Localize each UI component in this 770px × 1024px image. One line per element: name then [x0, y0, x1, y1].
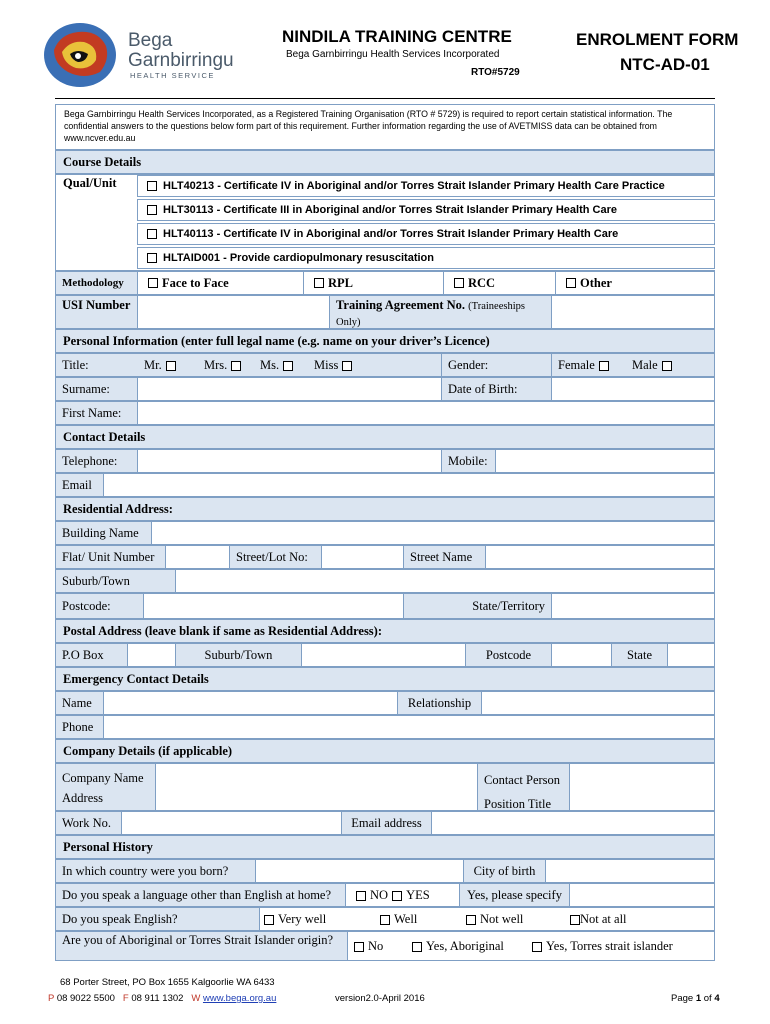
usi-row: [55, 295, 715, 329]
postcode-label: Postcode:: [56, 594, 144, 618]
postal-heading: Postal Address (leave blank if same as Residential Address):: [55, 619, 715, 643]
postal-row: [55, 643, 715, 667]
suburb-label: Suburb/Town: [56, 570, 176, 592]
company-name-input[interactable]: [156, 764, 478, 810]
telephone-label: Telephone:: [56, 450, 138, 472]
logo-text-garnbirringu: Garnbirringu: [128, 50, 234, 71]
relationship-label: Relationship: [398, 692, 482, 714]
surname-label: Surname:: [56, 378, 138, 400]
methodology-row: [55, 271, 715, 295]
firstname-row: [55, 401, 715, 425]
checkbox[interactable]: [147, 253, 157, 263]
methodology-label: Methodology: [56, 272, 138, 294]
company-right-labels: [478, 764, 570, 810]
title-row: [55, 353, 715, 377]
history-heading: Personal History: [55, 835, 715, 859]
intro-text: Bega Garnbirringu Health Services Incorporated, as a Registered Training Organisation (RTO # 5729) is required to report certain statistical information. The confidential answers to the questions below form part of this requirement. Further information regarding the use of AVETMISS data can be obtained from www.ncver.edu.au: [55, 104, 715, 150]
company-email-input[interactable]: [432, 812, 714, 834]
company-address-label: Address: [62, 791, 103, 805]
english-not-at-all[interactable]: Not at all: [566, 912, 627, 927]
emergency-name-label: Name: [56, 692, 104, 714]
title-ms[interactable]: Ms.: [260, 358, 314, 373]
footer-fax: 08 911 1302: [131, 993, 184, 1004]
page-subtitle: Bega Garnbirringu Health Services Incorporated: [286, 49, 500, 60]
language-row: [55, 883, 715, 907]
work-no-input[interactable]: [122, 812, 342, 834]
mobile-label: Mobile:: [442, 450, 496, 472]
postal-state-input[interactable]: [668, 644, 714, 666]
checkbox[interactable]: [147, 205, 157, 215]
mobile-input[interactable]: [496, 450, 714, 472]
postcode-row: [55, 593, 715, 619]
telephone-input[interactable]: [138, 450, 442, 472]
street-name-label: Street Name: [404, 546, 486, 568]
emergency-name-input[interactable]: [104, 692, 398, 714]
postal-suburb-input[interactable]: [302, 644, 466, 666]
emergency-name-row: [55, 691, 715, 715]
gender-options: [552, 354, 714, 376]
form-code: NTC-AD-01: [620, 55, 710, 74]
course-option-1[interactable]: HLT40213 - Certificate IV in Aboriginal and/or Torres Strait Islander Primary Health Care Practice: [137, 175, 715, 197]
building-input[interactable]: [152, 522, 714, 544]
method-face-to-face[interactable]: Face to Face: [138, 272, 304, 294]
country-row: [55, 859, 715, 883]
work-row: [55, 811, 715, 835]
emergency-phone-row: [55, 715, 715, 739]
emergency-heading: Emergency Contact Details: [55, 667, 715, 691]
origin-row: [55, 931, 715, 961]
state-territory-input[interactable]: [552, 594, 714, 618]
flat-row: [55, 545, 715, 569]
origin-torres-strait[interactable]: Yes, Torres strait islander: [528, 939, 673, 954]
building-row: [55, 521, 715, 545]
footer-version: version2.0-April 2016: [335, 993, 425, 1004]
training-agreement-input[interactable]: [552, 296, 714, 328]
method-rcc[interactable]: RCC: [444, 272, 556, 294]
city-input[interactable]: [546, 860, 714, 882]
logo-text-bega: Bega: [128, 30, 173, 51]
checkbox[interactable]: [147, 229, 157, 239]
title-group: Title: Mr. Mrs. Ms. Miss: [56, 354, 442, 376]
origin-options: [348, 932, 714, 960]
relationship-input[interactable]: [482, 692, 714, 714]
emergency-phone-label: Phone: [56, 716, 104, 738]
suburb-row: [55, 569, 715, 593]
position-title-label: Position Title: [484, 797, 552, 811]
english-not-well[interactable]: Not well: [462, 912, 566, 927]
street-lot-input[interactable]: [322, 546, 404, 568]
language-specify-label: Yes, please specify: [460, 884, 570, 906]
course-option-3[interactable]: HLT40113 - Certificate IV in Aboriginal and/or Torres Strait Islander Primary Health Care: [137, 223, 715, 245]
personal-info-heading: Personal Information (enter full legal name (e.g. name on your driver’s Licence): [55, 329, 715, 353]
qual-unit-label: Qual/Unit: [63, 176, 117, 190]
footer-page-number: Page 1 of 4: [671, 993, 720, 1004]
firstname-input[interactable]: [138, 402, 714, 424]
email-input[interactable]: [104, 474, 714, 496]
company-heading: Company Details (if applicable): [55, 739, 715, 763]
rto-number: RTO#5729: [471, 67, 520, 78]
email-label: Email: [56, 474, 104, 496]
street-name-input[interactable]: [486, 546, 714, 568]
language-label: Do you speak a language other than English at home?: [56, 884, 346, 906]
dob-input[interactable]: [552, 378, 714, 400]
usi-input[interactable]: [138, 296, 330, 328]
english-very-well[interactable]: Very well: [260, 912, 376, 927]
contact-person-label: Contact Person: [484, 773, 561, 787]
pobox-input[interactable]: [128, 644, 176, 666]
footer-contacts: P 08 9022 5500 F 08 911 1302 W www.bega.org.au: [48, 993, 277, 1004]
contact-heading: Contact Details: [55, 425, 715, 449]
english-options: [260, 908, 714, 930]
work-no-label: Work No.: [56, 812, 122, 834]
company-block: [55, 763, 715, 811]
postcode-input[interactable]: [144, 594, 404, 618]
course-option-4[interactable]: HLTAID001 - Provide cardiopulmonary resuscitation: [137, 247, 715, 269]
training-agreement-label: Training Agreement No. (Traineeships Only): [330, 296, 552, 328]
city-label: City of birth: [464, 860, 546, 882]
language-specify-input[interactable]: [570, 884, 714, 906]
method-other[interactable]: Other: [556, 272, 714, 294]
logo: [40, 20, 120, 90]
firstname-label: First Name:: [56, 402, 138, 424]
form-title: ENROLMENT FORM: [576, 30, 739, 49]
company-name-label: Company Name: [62, 771, 144, 785]
course-option-2[interactable]: HLT30113 - Certificate III in Aboriginal and/or Torres Strait Islander Primary Health Care: [137, 199, 715, 221]
language-no[interactable]: NO: [352, 888, 388, 903]
contact-person-input[interactable]: [570, 764, 714, 810]
usi-label: USI Number: [56, 296, 138, 328]
street-lot-label: Street/Lot No:: [230, 546, 322, 568]
postal-state-label: State: [612, 644, 668, 666]
pobox-label: P.O Box: [56, 644, 128, 666]
logo-text-health-service: HEALTH SERVICE: [130, 71, 215, 80]
company-email-label: Email address: [342, 812, 432, 834]
state-territory-label: State/Territory: [404, 594, 552, 618]
country-label: In which country were you born?: [56, 860, 256, 882]
checkbox[interactable]: [147, 181, 157, 191]
country-input[interactable]: [256, 860, 464, 882]
gender-female[interactable]: Female: [558, 358, 632, 373]
english-label: Do you speak English?: [56, 908, 260, 930]
flat-label: Flat/ Unit Number: [56, 546, 166, 568]
surname-input[interactable]: [138, 378, 442, 400]
postal-postcode-label: Postcode: [466, 644, 552, 666]
language-options: [346, 884, 460, 906]
footer-address: 68 Porter Street, PO Box 1655 Kalgoorlie WA 6433: [60, 977, 275, 988]
title-mrs[interactable]: Mrs.: [204, 358, 260, 373]
course-details-heading: Course Details: [55, 150, 715, 174]
dob-label: Date of Birth:: [442, 378, 552, 400]
email-row: [55, 473, 715, 497]
emergency-phone-input[interactable]: [104, 716, 714, 738]
english-well[interactable]: Well: [376, 912, 462, 927]
origin-no[interactable]: No: [350, 939, 408, 954]
footer-phone: 08 9022 5500: [56, 993, 115, 1004]
language-yes[interactable]: YES: [388, 888, 430, 903]
gender-label: Gender:: [442, 354, 552, 376]
flat-input[interactable]: [166, 546, 230, 568]
header-divider: [55, 98, 715, 99]
english-row: [55, 907, 715, 931]
suburb-input[interactable]: [176, 570, 714, 592]
residential-heading: Residential Address:: [55, 497, 715, 521]
page-title: NINDILA TRAINING CENTRE: [282, 27, 512, 46]
telephone-row: [55, 449, 715, 473]
postal-postcode-input[interactable]: [552, 644, 612, 666]
title-miss[interactable]: Miss: [314, 358, 356, 373]
method-rpl[interactable]: RPL: [304, 272, 444, 294]
origin-label: Are you of Aboriginal or Torres Strait Islander origin?: [56, 932, 348, 960]
company-labels: [56, 764, 156, 810]
origin-aboriginal[interactable]: Yes, Aboriginal: [408, 939, 528, 954]
footer-website-link[interactable]: www.bega.org.au: [202, 993, 277, 1004]
logo-map-icon: [40, 20, 120, 90]
title-mr[interactable]: Mr.: [144, 358, 204, 373]
postal-suburb-label: Suburb/Town: [176, 644, 302, 666]
surname-row: [55, 377, 715, 401]
building-label: Building Name: [56, 522, 152, 544]
gender-male[interactable]: Male: [632, 358, 676, 373]
